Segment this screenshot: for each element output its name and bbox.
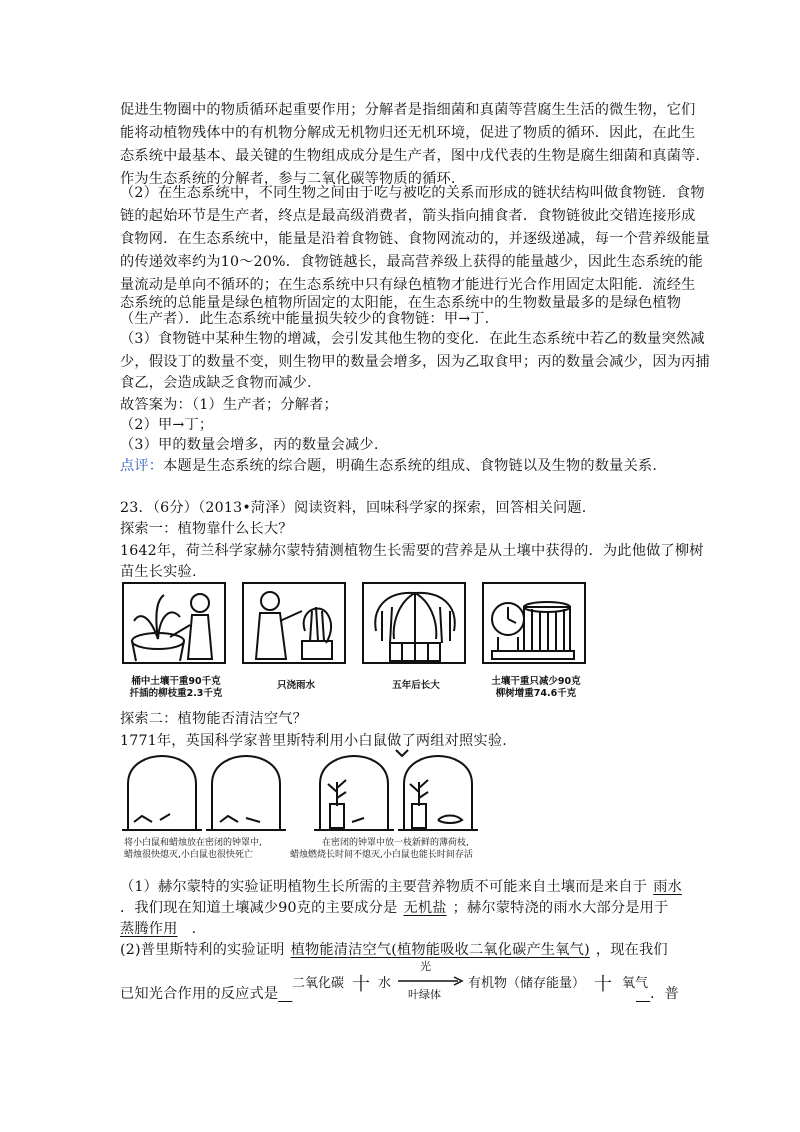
text-line: 态系统中最基本、最关键的生物组成成分是生产者，图中戊代表的生物是腐生细菌和真菌等. — [120, 148, 701, 164]
text-line: （2）甲→丁； — [120, 417, 214, 433]
figure-caption: 桶中土壤干重90千克 — [131, 676, 221, 687]
willow-experiment-figure — [120, 581, 600, 691]
equation-plus: 十 — [594, 974, 612, 995]
answer-text: . — [191, 921, 197, 937]
text-line: 食物网．在生态系统中，能量是沿着食物链、食物网流动的，并逐级递减，每一个营养级能量 — [120, 231, 710, 247]
answer-text: （1）赫尔蒙特的实验证明植物生长所需的主要营养物质不可能来自土壤而是来自于 — [120, 879, 648, 895]
text-line: 的传递效率约为10～20%．食物链越长，最高营养级上获得的能量越少，因此生态系统的能 — [120, 254, 703, 270]
equation-plus: 十 — [352, 974, 370, 995]
equation-product-oxygen: 氧气 — [622, 976, 649, 991]
equation-product-organic: 有机物（储存能量） — [468, 976, 586, 991]
comment-text: 本题是生态系统的综合题，明确生态系统的组成、食物链以及生物的数量关系. — [163, 458, 658, 474]
answer-line-3 — [120, 918, 196, 940]
answer-text: (2)普里斯特利的实验证明 — [120, 942, 285, 958]
answer-line-5-start — [120, 983, 292, 1005]
text-line: 能将动植物残体中的有机物分解成无机物归还无机环境，促进了物质的循环．因此，在此生 — [120, 125, 696, 141]
answer-text: ．我们现在知道土壤减少90克的主要成分是 — [120, 900, 398, 916]
text-line: 促进生物圈中的物质循环起重要作用；分解者是指细菌和真菌等营腐生生活的微生物，它们 — [120, 102, 696, 118]
answer-line-1 — [120, 876, 688, 898]
figure-caption: 扦插的柳枝重2.3千克 — [129, 688, 223, 699]
text-line: 故答案为：（1）生产者；分解者； — [120, 397, 338, 413]
equation-condition-chloroplast: 叶绿体 — [408, 988, 441, 1001]
figure-caption: 将小白鼠和蜡烛放在密闭的钟罩中, — [124, 838, 262, 848]
comment-line — [120, 455, 657, 477]
explore2-title: 探索二：植物能否清洁空气？ — [120, 711, 308, 727]
text-line: 态系统的总能量是绿色植物所固定的太阳能，在生态系统中的生物数量最多的是绿色植物 — [120, 295, 682, 311]
answer-blank: 植物能清洁空气(植物能吸收二氧化碳产生氧气) — [290, 942, 590, 958]
equation-condition-light: 光 — [420, 960, 431, 973]
answer-text: 已知光合作用的反应式是 — [120, 986, 279, 1002]
figure-caption: 只浇雨水 — [276, 680, 315, 691]
answer-text: ．普 — [650, 986, 679, 1002]
answer-line-4 — [120, 939, 668, 961]
bell-jar-experiment-figure — [120, 748, 520, 838]
figure-caption: 蜡烛很快熄灭,小白鼠也很快死亡 — [124, 850, 253, 860]
text-line: （3）食物链中某种生物的增减，会引发其他生物的变化．在此生态系统中若乙的数量突然减 — [120, 331, 705, 347]
text-line: 苗生长实验. — [120, 564, 197, 580]
figure-caption: 柳树增重74.6千克 — [495, 688, 577, 699]
figure-caption: 在密闭的钟罩中放一枝新鲜的薄荷枝, — [322, 838, 469, 848]
text-line: 链的起始环节是生产者，终点是最高级消费者，箭头指向捕食者．食物链彼此交错连接形成 — [120, 208, 696, 224]
answer-blank: 蒸腾作用 — [120, 921, 178, 937]
answer-text: ；赫尔蒙特浇的雨水大部分是用于 — [452, 900, 669, 916]
text-line: 1771年，英国科学家普里斯特利用小白鼠做了两组对照实验. — [120, 733, 507, 749]
explore1-title: 探索一：植物靠什么长大？ — [120, 521, 293, 537]
text-line: （生产者）．此生态系统中能量损失较少的食物链：甲→丁. — [120, 311, 490, 327]
text-line: 量流动是单向不循环的；在生态系统中只有绿色植物才能进行光合作用固定太阳能．流经生 — [120, 277, 696, 293]
equation-reactant-water: 水 — [378, 976, 392, 991]
text-line: （2）在生态系统中，不同生物之间由于吃与被吃的关系而形成的链状结构叫做食物链．食物 — [120, 185, 705, 201]
figure-caption: 土壤干重只减少90克 — [491, 676, 581, 687]
equation-arrow-icon — [398, 976, 464, 986]
text-line: 食乙，会造成缺乏食物而减少. — [120, 375, 312, 391]
answer-blank: 雨水 — [653, 879, 682, 895]
figure-caption: 蜡烛燃烧长时间不熄灭,小白鼠也能长时间存活 — [290, 850, 473, 860]
comment-label: 点评： — [120, 458, 164, 474]
question-header: 23．（6分）（2013•菏泽）阅读资料，回味科学家的探索，回答相关问题. — [120, 500, 587, 516]
text-line: （3）甲的数量会增多，丙的数量会减少. — [120, 437, 379, 453]
text-line: 1642年，荷兰科学家赫尔蒙特猜测植物生长需要的营养是从土壤中获得的．为此他做了柳树 — [120, 543, 704, 559]
answer-line-2 — [120, 897, 668, 919]
equation-reactant-co2: 二氧化碳 — [292, 976, 345, 991]
text-line: 少，假设丁的数量不变，则生物甲的数量会增多，因为乙取食甲；丙的数量会减少，因为丙捕 — [120, 354, 710, 370]
answer-text: ，现在我们 — [595, 942, 668, 958]
answer-blank: 无机盐 — [403, 900, 447, 916]
answer-blank — [278, 986, 292, 1002]
text-line: 作为生态系统的分解者，参与二氧化碳等物质的循环. — [120, 171, 456, 187]
figure-caption: 五年后长大 — [392, 680, 440, 691]
